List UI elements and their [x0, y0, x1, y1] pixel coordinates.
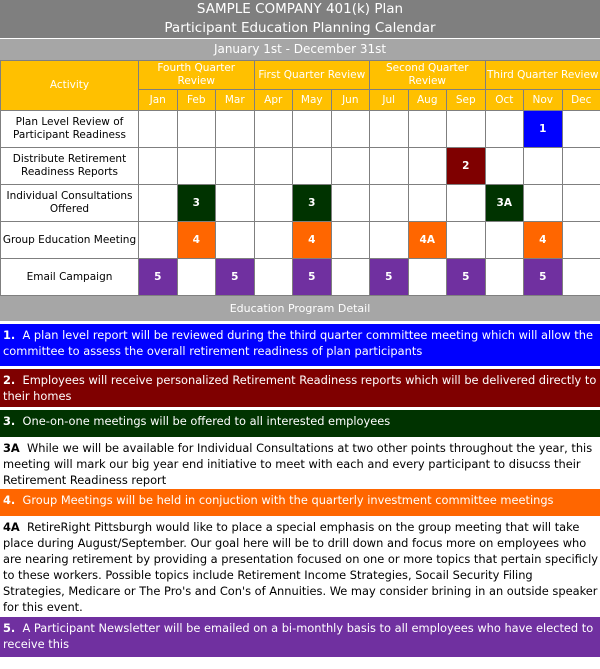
calendar-cell [370, 185, 409, 222]
note-number: 3. [3, 414, 16, 428]
calendar-cell [216, 222, 255, 259]
calendar-cell [370, 148, 409, 185]
calendar-cell [139, 222, 178, 259]
quarter-header: Fourth Quarter Review [139, 61, 255, 90]
calendar-cell [139, 148, 178, 185]
note-3 [0, 410, 600, 437]
marker-4: 4 [293, 222, 332, 259]
calendar-cell [254, 259, 293, 296]
activity-label: Group Education Meeting [1, 222, 139, 259]
calendar-cell [331, 222, 370, 259]
marker-2: 2 [447, 148, 486, 185]
month-header: Mar [216, 90, 255, 111]
calendar-cell [447, 111, 486, 148]
note-text: Group Meetings will be held in conjuction with the quarterly investment committee meetings [22, 493, 554, 507]
month-header: Jun [331, 90, 370, 111]
calendar-cell [447, 222, 486, 259]
activity-label: Individual Consultations Offered [1, 185, 139, 222]
month-header: Feb [177, 90, 216, 111]
note-number: 5. [3, 621, 16, 635]
marker-5: 5 [216, 259, 255, 296]
note-number: 3A [3, 441, 20, 455]
date-range: January 1st - December 31st [0, 38, 600, 60]
calendar-cell [485, 148, 524, 185]
table-row [1, 259, 600, 296]
calendar-cell [216, 185, 255, 222]
note-text: While we will be available for Individual Consultations at two other points throughout the year, this meeting will mark our big year end initiative to meet with each and every participant to disucss their Retirement Readiness report [3, 441, 593, 487]
calendar-cell [485, 259, 524, 296]
detail-section-title: Education Program Detail [0, 296, 600, 321]
calendar-cell [177, 111, 216, 148]
quarter-header: Second Quarter Review [370, 61, 486, 90]
calendar-cell [524, 185, 563, 222]
table-row [1, 222, 600, 259]
activity-label: Email Campaign [1, 259, 139, 296]
calendar-cell [485, 222, 524, 259]
table-row [1, 111, 600, 148]
marker-5: 5 [524, 259, 563, 296]
note-3a [0, 437, 600, 489]
calendar-cell [562, 111, 600, 148]
month-header: May [293, 90, 332, 111]
note-2 [0, 369, 600, 407]
activity-label: Plan Level Review of Participant Readiness [1, 111, 139, 148]
calendar-cell [408, 259, 447, 296]
calendar-cell [485, 111, 524, 148]
marker-3a: 3A [485, 185, 524, 222]
calendar-cell [139, 111, 178, 148]
marker-1: 1 [524, 111, 563, 148]
calendar-cell [254, 111, 293, 148]
activity-label: Distribute Retirement Readiness Reports [1, 148, 139, 185]
note-4 [0, 489, 600, 516]
calendar-cell [177, 259, 216, 296]
marker-5: 5 [293, 259, 332, 296]
calendar-cell [139, 185, 178, 222]
note-4a [0, 516, 600, 617]
month-header: Oct [485, 90, 524, 111]
note-1 [0, 324, 600, 366]
calendar-cell [293, 111, 332, 148]
calendar-cell [524, 148, 563, 185]
calendar-cell [447, 185, 486, 222]
marker-5: 5 [447, 259, 486, 296]
marker-3: 3 [293, 185, 332, 222]
month-header: Sep [447, 90, 486, 111]
marker-5: 5 [370, 259, 409, 296]
calendar-cell [408, 185, 447, 222]
company-plan-title: SAMPLE COMPANY 401(k) Plan [196, 1, 404, 17]
calendar-cell [562, 148, 600, 185]
month-header: Nov [524, 90, 563, 111]
month-header: Apr [254, 90, 293, 111]
marker-4a: 4A [408, 222, 447, 259]
calendar-cell [562, 222, 600, 259]
marker-4: 4 [177, 222, 216, 259]
calendar-cell [370, 111, 409, 148]
quarter-header: Third Quarter Review [485, 61, 600, 90]
activity-header: Activity [1, 61, 139, 111]
calendar-cell [408, 111, 447, 148]
marker-4: 4 [524, 222, 563, 259]
month-header: Aug [408, 90, 447, 111]
title-banner [0, 0, 600, 38]
note-text: Employees will receive personalized Retirement Readiness reports which will be delivered directly to their homes [3, 373, 597, 403]
calendar-cell [408, 148, 447, 185]
calendar-cell [370, 222, 409, 259]
calendar-cell [177, 148, 216, 185]
note-5 [0, 617, 600, 657]
calendar-cell [254, 148, 293, 185]
note-text: A plan level report will be reviewed during the third quarter committee meeting which will allow the committee to assess the overall retirement readiness of plan participants [3, 328, 593, 358]
calendar-cell [562, 259, 600, 296]
calendar-cell [293, 148, 332, 185]
month-header: Jan [139, 90, 178, 111]
calendar-cell [331, 111, 370, 148]
note-text: A Participant Newsletter will be emailed on a bi-monthly basis to all employees who have elected to receive this [3, 621, 594, 651]
month-header: Jul [370, 90, 409, 111]
calendar-cell [331, 185, 370, 222]
note-number: 2. [3, 373, 16, 387]
marker-3: 3 [177, 185, 216, 222]
note-text: One-on-one meetings will be offered to all interested employees [22, 414, 391, 428]
calendar-cell [562, 185, 600, 222]
calendar-cell [254, 185, 293, 222]
quarter-header: First Quarter Review [254, 61, 370, 90]
calendar-cell [216, 148, 255, 185]
calendar-cell [254, 222, 293, 259]
table-row [1, 185, 600, 222]
month-header: Dec [562, 90, 600, 111]
calendar-cell [331, 148, 370, 185]
note-number: 1. [3, 328, 16, 342]
education-calendar-table [0, 60, 600, 296]
table-row [1, 148, 600, 185]
calendar-cell [331, 259, 370, 296]
note-number: 4. [3, 493, 16, 507]
calendar-title: Participant Education Planning Calendar [164, 20, 436, 36]
calendar-cell [216, 111, 255, 148]
marker-5: 5 [139, 259, 178, 296]
note-text: RetireRight Pittsburgh would like to place a special emphasis on the group meeting that will take place during August/September. Our goal here will be to drill down and focus more on employees who are nearing retirement by providing a presentation focused on one or more topics that pertain specificly to these workers. Possible topics include Retirement Income Strategies, Socail Security Filing Strategies, Medicare or The Pro's and Con's of Annuities. We may consider brining in an outside speaker for this event. [3, 520, 598, 614]
note-number: 4A [3, 520, 20, 534]
